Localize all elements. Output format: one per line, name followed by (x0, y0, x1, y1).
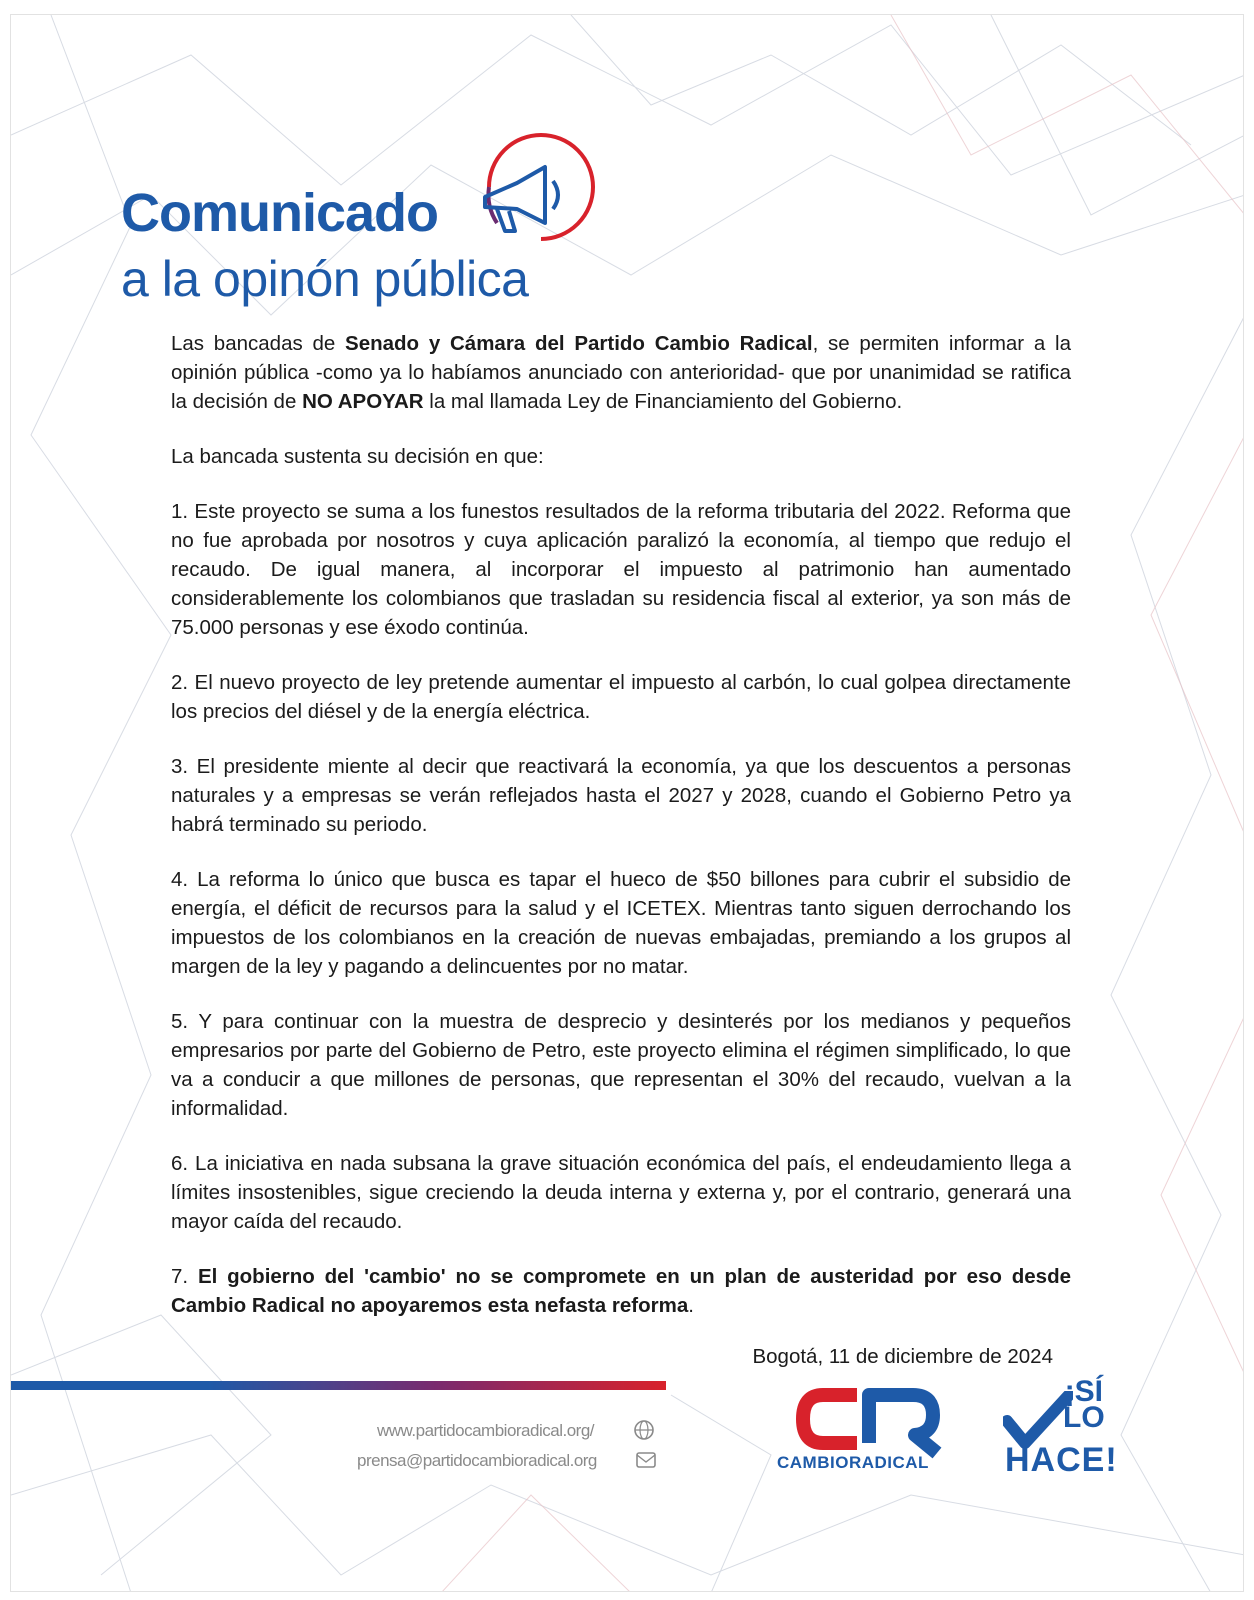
statement-body (171, 329, 1071, 1346)
slogan-top (1063, 1375, 1105, 1434)
page-title: Comunicado (121, 183, 439, 243)
point-7-number: 7. (171, 1265, 198, 1288)
slogan-hace: HACE! (1005, 1441, 1118, 1479)
megaphone-icon (467, 131, 595, 243)
mail-icon (635, 1449, 657, 1471)
point-7-end: . (688, 1294, 694, 1317)
point-3: 3. El presidente miente al decir que reactivará la economía, ya que los descuentos a personas naturales y a empresas se verán reflejados hasta el 2027 y 2028, cuando el Gobierno Petro ya habrá terminado su periodo. (171, 755, 1071, 836)
slogan-si: ¡SÍ (1064, 1375, 1103, 1408)
date-line: Bogotá, 11 de diciembre de 2024 (752, 1345, 1053, 1368)
point-1: 1. Este proyecto se suma a los funestos resultados de la reforma tributaria del 2022. Reforma que no fue aprobada por nosotros y cuya aplicación paralizó la economía, al tiempo que redujo el recaudo. De igual manera, al incorporar el impuesto al patrimonio han aumentado considerablemente los colombianos que trasladan su residencia fiscal al exterior, ya son más de 75.000 personas y ese éxodo continúa. (171, 500, 1071, 639)
intro-bold-2: NO APOYAR (302, 390, 424, 413)
logo-wordmark: CAMBIORADICAL (777, 1453, 929, 1472)
lead-paragraph: La bancada sustenta su decisión en que: (171, 445, 544, 468)
slogan-lo: LO (1063, 1401, 1105, 1434)
page-subtitle: a la opinón pública (121, 251, 529, 307)
point-4: 4. La reforma lo único que busca es tapar el hueco de $50 billones para cubrir el subsidio de energía, el déficit de recursos para la salud y el ICETEX. Mientras tanto siguen derrochando los impuestos de los colombianos en la creación de nuevas embajadas, premiando a los grupos al margen de la ley y pagando a delincuentes por no matar. (171, 868, 1071, 978)
intro-paragraph (171, 329, 1071, 416)
point-6: 6. La iniciativa en nada subsana la grave situación económica del país, el endeudamiento llega a límites insostenibles, sigue creciendo la deuda interna y externa y, por el contrario, generará una mayor caída del recaudo. (171, 1152, 1071, 1233)
intro-bold-1: Senado y Cámara del Partido Cambio Radical (345, 332, 813, 355)
point-7-bold: El gobierno del 'cambio' no se compromete en un plan de austeridad por eso desde Cambio Radical no apoyaremos esta nefasta reforma (171, 1265, 1071, 1317)
intro-text-1: Las bancadas de (171, 332, 346, 355)
point-7 (171, 1262, 1071, 1320)
intro-text-2: , se permiten informar a la opinión pública -como ya lo habíamos anunciado con anterioridad- que por unanimidad se ratifica la decisión de (171, 332, 1071, 413)
document-page (10, 14, 1244, 1592)
point-5: 5. Y para continuar con la muestra de desprecio y desinterés por los medianos y pequeños empresarios por parte del Gobierno de Petro, este proyecto elimina el régimen simplificado, lo que va a conducir a que millones de personas, que representan el 30% del recaudo, vuelvan a la informalidad. (171, 1010, 1071, 1120)
globe-icon (633, 1419, 655, 1441)
website-link[interactable]: www.partidocambioradical.org/ (377, 1421, 594, 1440)
email-link[interactable]: prensa@partidocambioradical.org (357, 1451, 597, 1470)
intro-text-3: la mal llamada Ley de Financiamiento del Gobierno. (423, 390, 903, 413)
point-2: 2. El nuevo proyecto de ley pretende aumentar el impuesto al carbón, lo cual golpea directamente los precios del diésel y de la energía eléctrica. (171, 671, 1071, 723)
footer-gradient-bar (11, 1381, 666, 1390)
